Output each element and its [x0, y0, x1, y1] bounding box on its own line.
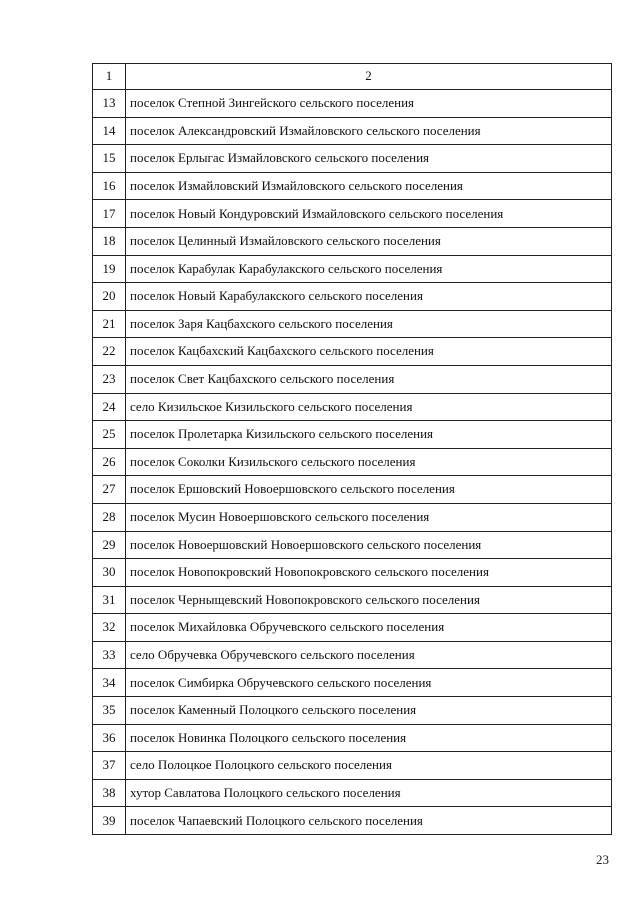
table-row — [93, 365, 612, 393]
settlement-name: поселок Степной Зингейского сельского поселения — [126, 90, 612, 118]
row-number: 29 — [93, 531, 126, 559]
table-row — [93, 752, 612, 780]
table-row — [93, 476, 612, 504]
row-number: 33 — [93, 641, 126, 669]
settlement-name: поселок Черныщевский Новопокровского сельского поселения — [126, 586, 612, 614]
table-row — [93, 503, 612, 531]
table-row — [93, 283, 612, 311]
row-number: 18 — [93, 227, 126, 255]
table-row — [93, 779, 612, 807]
settlement-name: поселок Новый Кондуровский Измайловского сельского поселения — [126, 200, 612, 228]
settlement-name: поселок Карабулак Карабулакского сельского поселения — [126, 255, 612, 283]
settlement-name: село Полоцкое Полоцкого сельского поселения — [126, 752, 612, 780]
table-row — [93, 310, 612, 338]
settlement-name: поселок Новоершовский Новоершовского сельского поселения — [126, 531, 612, 559]
row-number: 17 — [93, 200, 126, 228]
settlement-name: село Кизильское Кизильского сельского поселения — [126, 393, 612, 421]
settlement-name: поселок Симбирка Обручевского сельского поселения — [126, 669, 612, 697]
page-number: 23 — [596, 852, 609, 867]
row-number: 23 — [93, 365, 126, 393]
row-number: 26 — [93, 448, 126, 476]
table-row — [93, 200, 612, 228]
settlement-name: поселок Целинный Измайловского сельского поселения — [126, 227, 612, 255]
row-number: 39 — [93, 807, 126, 835]
row-number: 37 — [93, 752, 126, 780]
settlement-name: поселок Новопокровский Новопокровского сельского поселения — [126, 559, 612, 587]
row-number: 14 — [93, 117, 126, 145]
table-row — [93, 724, 612, 752]
table-row — [93, 614, 612, 642]
table-row — [93, 586, 612, 614]
settlement-name: поселок Соколки Кизильского сельского поселения — [126, 448, 612, 476]
row-number: 35 — [93, 697, 126, 725]
settlement-name: поселок Измайловский Измайловского сельского поселения — [126, 172, 612, 200]
table-row — [93, 227, 612, 255]
row-number: 34 — [93, 669, 126, 697]
row-number: 30 — [93, 559, 126, 587]
settlement-name: поселок Пролетарка Кизильского сельского поселения — [126, 421, 612, 449]
settlement-name: поселок Каменный Полоцкого сельского поселения — [126, 697, 612, 725]
settlement-name: поселок Чапаевский Полоцкого сельского поселения — [126, 807, 612, 835]
table-row — [93, 255, 612, 283]
table-row — [93, 117, 612, 145]
table-row — [93, 172, 612, 200]
row-number: 24 — [93, 393, 126, 421]
table-header-row — [93, 64, 612, 90]
table-row — [93, 807, 612, 835]
row-number: 25 — [93, 421, 126, 449]
row-number: 28 — [93, 503, 126, 531]
table-row — [93, 338, 612, 366]
row-number: 22 — [93, 338, 126, 366]
settlements-table — [92, 63, 612, 835]
settlement-name: поселок Новинка Полоцкого сельского поселения — [126, 724, 612, 752]
column-number-header: 1 — [93, 64, 126, 90]
row-number: 19 — [93, 255, 126, 283]
settlement-name: поселок Александровский Измайловского сельского поселения — [126, 117, 612, 145]
settlement-name: поселок Заря Кацбахского сельского поселения — [126, 310, 612, 338]
settlement-name: село Обручевка Обручевского сельского поселения — [126, 641, 612, 669]
table-row — [93, 559, 612, 587]
table-row — [93, 421, 612, 449]
table-row — [93, 697, 612, 725]
row-number: 32 — [93, 614, 126, 642]
settlement-name: поселок Ершовский Новоершовского сельского поселения — [126, 476, 612, 504]
row-number: 21 — [93, 310, 126, 338]
column-name-header: 2 — [126, 64, 612, 90]
table-row — [93, 448, 612, 476]
row-number: 27 — [93, 476, 126, 504]
settlement-name: поселок Свет Кацбахского сельского поселения — [126, 365, 612, 393]
settlement-name: поселок Кацбахский Кацбахского сельского поселения — [126, 338, 612, 366]
table-row — [93, 145, 612, 173]
table-row — [93, 669, 612, 697]
table-body — [93, 64, 612, 835]
row-number: 20 — [93, 283, 126, 311]
table-row — [93, 531, 612, 559]
row-number: 15 — [93, 145, 126, 173]
settlement-name: поселок Мусин Новоершовского сельского поселения — [126, 503, 612, 531]
table-row — [93, 90, 612, 118]
row-number: 36 — [93, 724, 126, 752]
row-number: 31 — [93, 586, 126, 614]
row-number: 16 — [93, 172, 126, 200]
row-number: 13 — [93, 90, 126, 118]
table-row — [93, 393, 612, 421]
settlement-name: поселок Новый Карабулакского сельского поселения — [126, 283, 612, 311]
table-row — [93, 641, 612, 669]
settlement-name: хутор Савлатова Полоцкого сельского поселения — [126, 779, 612, 807]
settlement-name: поселок Михайловка Обручевского сельского поселения — [126, 614, 612, 642]
settlement-name: поселок Ерлыгас Измайловского сельского поселения — [126, 145, 612, 173]
row-number: 38 — [93, 779, 126, 807]
